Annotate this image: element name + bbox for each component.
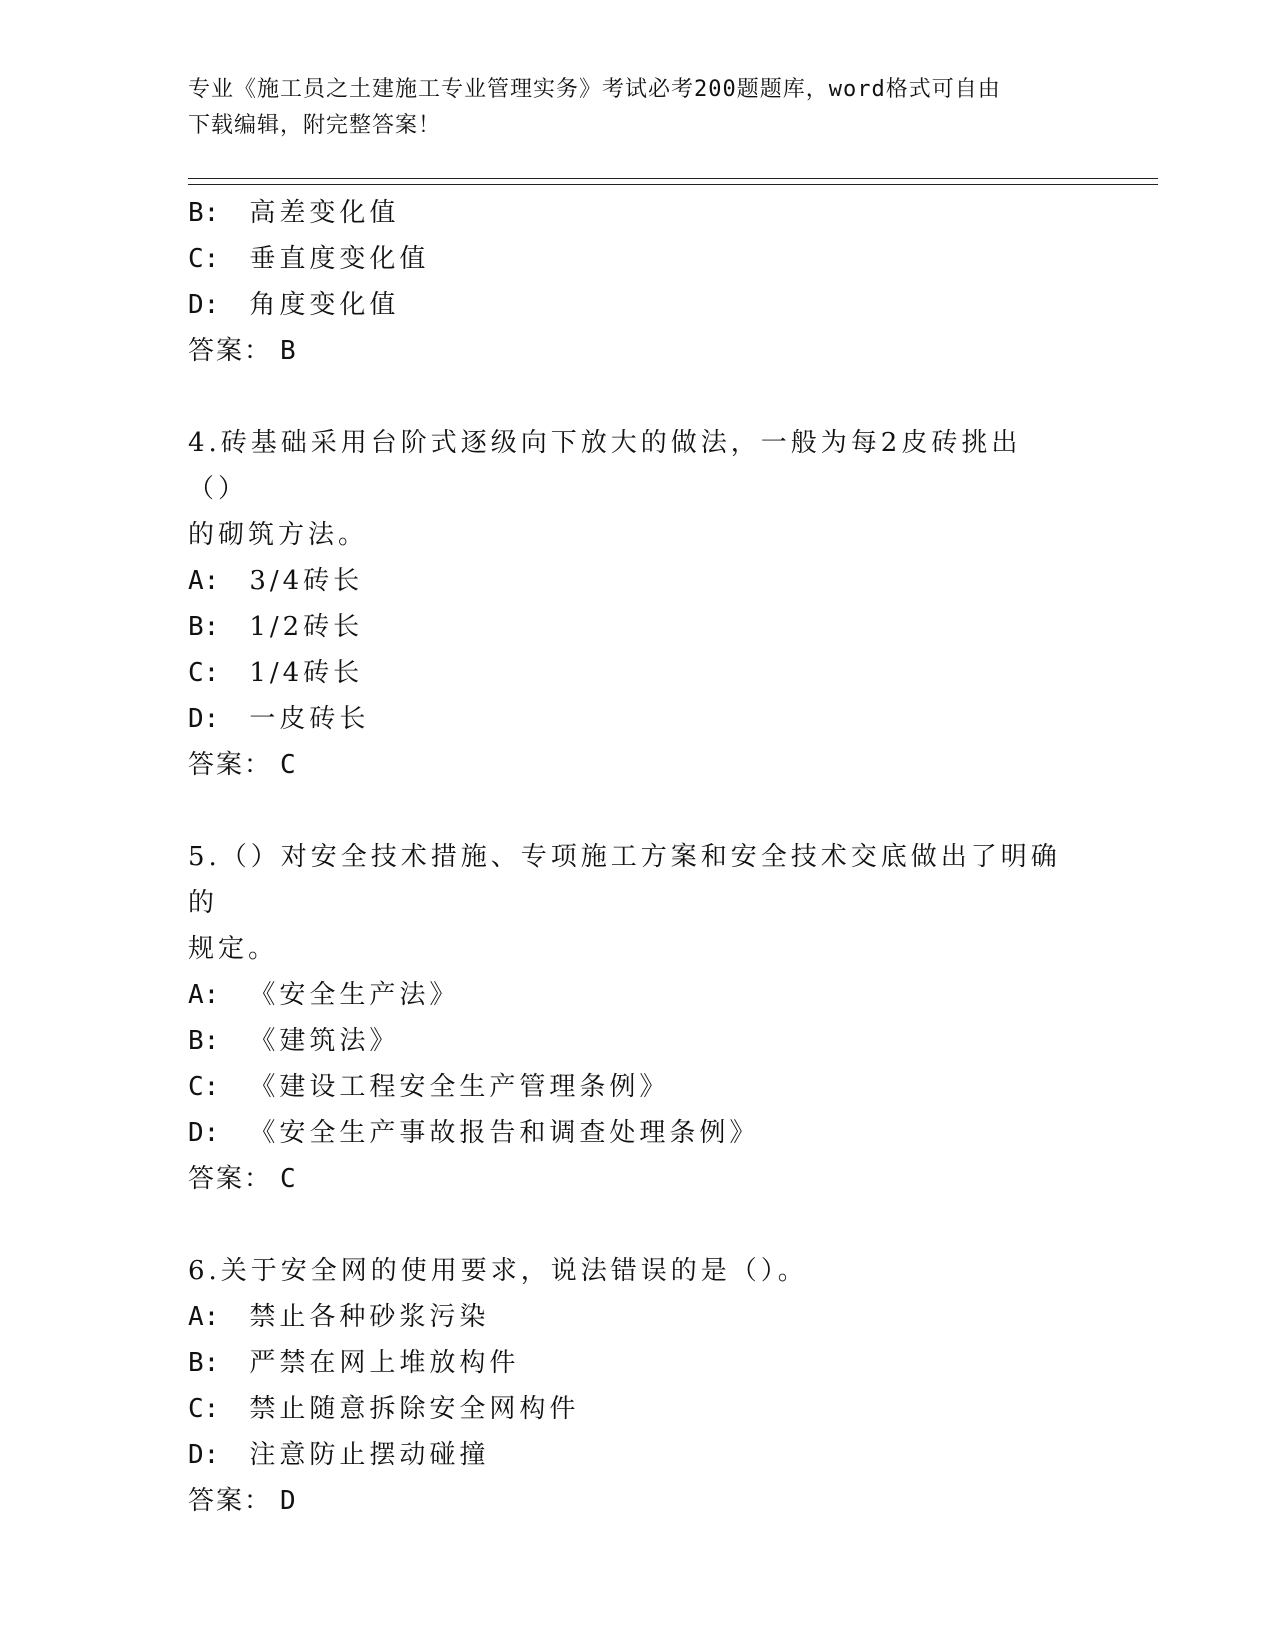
option-text: 严禁在网上堆放构件 bbox=[249, 1348, 520, 1378]
option-letter: B: bbox=[188, 198, 220, 228]
answer-line bbox=[188, 1156, 1108, 1202]
option-b bbox=[188, 1018, 1108, 1064]
option-letter: D: bbox=[188, 1440, 220, 1470]
option-d bbox=[188, 696, 1108, 742]
option-letter: C: bbox=[188, 244, 220, 274]
option-b bbox=[188, 190, 1108, 236]
option-letter: A: bbox=[188, 980, 220, 1010]
answer-label: 答案： bbox=[188, 1486, 273, 1516]
option-letter: A: bbox=[188, 566, 220, 596]
option-b bbox=[188, 604, 1108, 650]
option-text: 《建筑法》 bbox=[249, 1026, 400, 1056]
answer-value: B bbox=[280, 336, 298, 366]
option-c bbox=[188, 1386, 1108, 1432]
option-text: 角度变化值 bbox=[249, 290, 400, 320]
option-text: 禁止各种砂浆污染 bbox=[249, 1302, 490, 1332]
question-6 bbox=[188, 1248, 1108, 1524]
option-letter: D: bbox=[188, 290, 220, 320]
question-5 bbox=[188, 834, 1108, 1202]
question-4 bbox=[188, 420, 1108, 788]
option-d bbox=[188, 1432, 1108, 1478]
option-letter: A: bbox=[188, 1302, 220, 1332]
header-divider-top bbox=[188, 178, 1158, 179]
option-letter: B: bbox=[188, 1026, 220, 1056]
option-letter: B: bbox=[188, 1348, 220, 1378]
option-c bbox=[188, 650, 1108, 696]
option-text: 3/4砖长 bbox=[249, 566, 364, 596]
answer-value: C bbox=[280, 750, 298, 780]
question-text-line-1: 6.关于安全网的使用要求，说法错误的是（）。 bbox=[188, 1256, 808, 1286]
option-text: 《安全生产事故报告和调查处理条例》 bbox=[249, 1118, 760, 1148]
answer-label: 答案： bbox=[188, 1164, 273, 1194]
header-line-1: 专业《施工员之土建施工专业管理实务》考试必考200题题库，word格式可自由 bbox=[188, 77, 1001, 102]
answer-label: 答案： bbox=[188, 336, 273, 366]
option-text: 《安全生产法》 bbox=[249, 980, 460, 1010]
question-list bbox=[188, 190, 1108, 1524]
option-text: 垂直度变化值 bbox=[249, 244, 430, 274]
option-c bbox=[188, 236, 1108, 282]
answer-label: 答案： bbox=[188, 750, 273, 780]
answer-line bbox=[188, 742, 1108, 788]
option-letter: D: bbox=[188, 704, 220, 734]
option-d bbox=[188, 1110, 1108, 1156]
option-text: 注意防止摆动碰撞 bbox=[249, 1440, 490, 1470]
option-letter: C: bbox=[188, 1394, 220, 1424]
option-text: 一皮砖长 bbox=[249, 704, 370, 734]
option-a bbox=[188, 1294, 1108, 1340]
option-letter: C: bbox=[188, 658, 220, 688]
option-a bbox=[188, 972, 1108, 1018]
header-divider-bottom bbox=[188, 184, 1158, 185]
option-text: 《建设工程安全生产管理条例》 bbox=[249, 1072, 670, 1102]
option-text: 禁止随意拆除安全网构件 bbox=[249, 1394, 580, 1424]
option-a bbox=[188, 558, 1108, 604]
option-letter: B: bbox=[188, 612, 220, 642]
option-letter: C: bbox=[188, 1072, 220, 1102]
option-text: 1/4砖长 bbox=[249, 658, 364, 688]
answer-line bbox=[188, 1478, 1108, 1524]
option-b bbox=[188, 1340, 1108, 1386]
answer-line bbox=[188, 328, 1108, 374]
option-c bbox=[188, 1064, 1108, 1110]
header-line-2: 下载编辑，附完整答案！ bbox=[188, 113, 442, 138]
option-d bbox=[188, 282, 1108, 328]
answer-value: D bbox=[280, 1486, 298, 1516]
document-header bbox=[188, 72, 1068, 144]
option-letter: D: bbox=[188, 1118, 220, 1148]
option-text: 高差变化值 bbox=[249, 198, 400, 228]
question-text-line-1: 5.（）对安全技术措施、专项施工方案和安全技术交底做出了明确的 bbox=[188, 842, 1061, 918]
question-text-line-2: 规定。 bbox=[188, 934, 279, 964]
question-text-line-2: 的砌筑方法。 bbox=[188, 520, 369, 550]
question-text-line-1: 4.砖基础采用台阶式逐级向下放大的做法，一般为每2皮砖挑出（） bbox=[188, 428, 1022, 504]
answer-value: C bbox=[280, 1164, 298, 1194]
option-text: 1/2砖长 bbox=[249, 612, 364, 642]
question-partial bbox=[188, 190, 1108, 374]
